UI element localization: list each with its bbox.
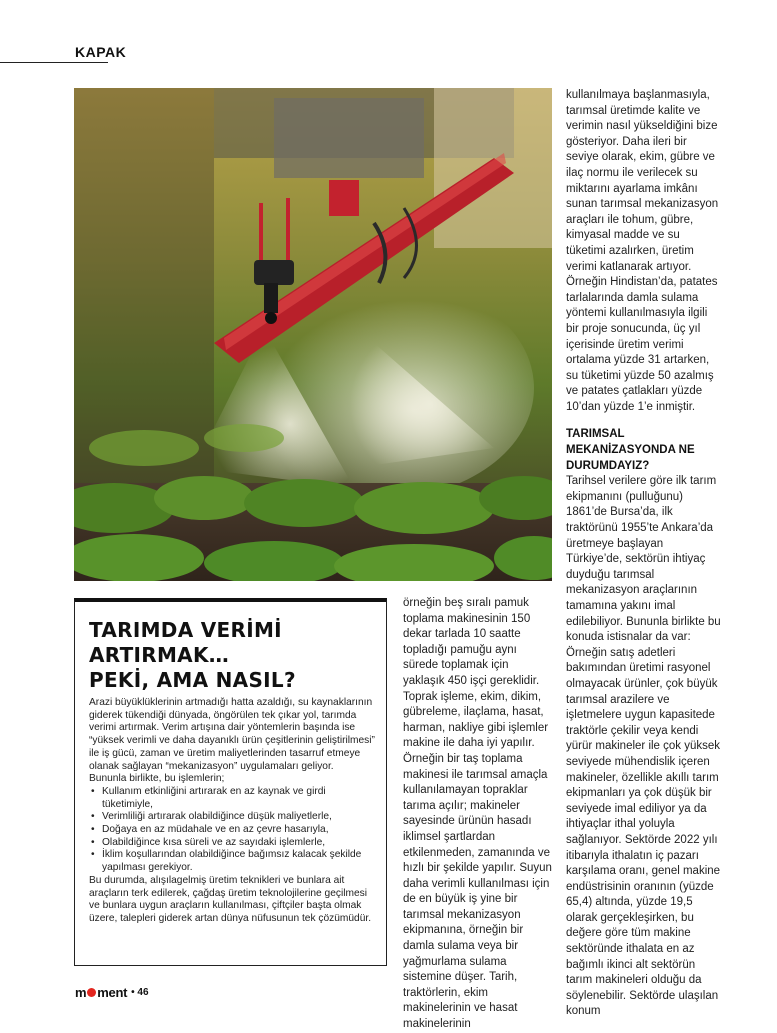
sidebar-body — [89, 697, 379, 926]
section-rule — [0, 62, 108, 63]
list-item: • İklim koşullarından olabildiğince bağımsız kalacak şekilde yapılması gerekiyor. — [89, 849, 379, 874]
sidebar-title — [89, 618, 379, 693]
magazine-logo — [75, 985, 127, 1000]
sidebar-bullet-list — [89, 786, 379, 875]
page-footer — [75, 985, 149, 1000]
list-item: • Olabildiğince kısa süreli ve az sayıdaki işlemlerle, — [89, 837, 379, 850]
crop-sprayer-photo — [74, 88, 552, 581]
logo-text-start: m — [75, 985, 87, 1000]
sidebar-list-lead: Bununla birlikte, bu işlemlerin; — [89, 773, 225, 785]
right-paragraph-1: kullanılmaya başlanmasıyla, tarımsal üretimde kalite ve verimin nasıl yükseldiğini bize gösteriyor. Daha ileri bir seviye olarak, ekim, gübre ve ilaç normu ile verilecek su miktarını ayarlama imkânı sunan tarımsal mekanizasyon araçları ile tohum, gübre, kimyasal madde ve su tüketimi azalırken, üretim verimi katlanarak artıyor. Örneğin Hindistan’da, patates tarlalarında damla sulama yöntemi kullanılmasıyla ilgili bir proje sonucunda, üç yıl içerisinde üretim verimi ortalama yüzde 31 artarken, su tüketimi yüzde 50 azalmış ve patates çatlakları yüzde 10’dan yüzde 1’e inmiştir. — [566, 89, 719, 413]
logo-dot-icon — [87, 988, 96, 997]
section-label: KAPAK — [75, 44, 127, 60]
sidebar-box — [74, 598, 387, 966]
right-paragraph-2: Tarihsel verilere göre ilk tarım ekipmanını (pulluğunu) 1861’de Bursa’da, ilk traktörünü 1955’te Ankara’da üretmeye başlayan Türkiye’de, sektörün ihtiyaç duyduğu tarımsal mekanizasyon araçlarının tamamına yakını imal edilebiliyor. Bununla birlikte bu konuda istisnalar da var: Örneğin satış adetleri bakımından üretimi rasyonel olmayacak ürünler, çok büyük tarımsal arazilere ve işletmelere uygun kapasitede traktörle çekilir veya kendi yürür makineler ile çok yüksek seviyede mühendislik içeren makineler, özellikle akıllı tarım ekipmanları ya çok düşük bir seviyede imal ediliyor ya da ihtiyaçlar ithal yoluyla sağlanıyor. Sektörde 2022 yılı itibarıyla ithalatın iç pazarı karşılama oranı, genel makine endüstrisinin oranının (yüzde 65,4) altında, yüzde 19,5 olarak gerçekleşirken, bu değere göre tüm makine sektöründe ithalata en az bağımlı ikinci alt sektörün tarım makineleri olduğu da söylenebilir. Sektörde ulaşılan konum — [566, 475, 721, 1018]
right-column — [566, 88, 721, 1020]
sidebar-closing: Bu durumda, alışılagelmiş üretim teknikleri ve bunlara ait araçların terk edilerek, çağdaş üretim teknolojilerine geçilmesi ve bunlara uygun araçların kullanılması, çiftçiler başta olmak üzere, talepleri giderek artan dünya nüfusunun tek çözümüdür. — [89, 874, 372, 924]
subheading: TARIMSAL MEKANİZASYONDA NE DURUMDAYIZ? — [566, 428, 695, 472]
sidebar-title-line: TARIMDA VERİMİ — [89, 618, 282, 642]
sidebar-title-line: PEKİ, AMA NASIL? — [89, 668, 296, 692]
list-item: • Kullanım etkinliğini artırarak en az kaynak ve girdi tüketimiyle, — [89, 786, 379, 811]
logo-text-end: ment — [97, 985, 128, 1000]
middle-column — [403, 596, 553, 1033]
sidebar-intro: Arazi büyüklüklerinin artmadığı hatta azaldığı, su kaynaklarının giderek tükendiği dünyada, öngörülen tek çıkar yol, tarımda verimi artırmak. Verim artışına dair yöntemlerin başında ise “yüksek verimli ve daha dayanıklı ürün çeşitlerinin geliştirilmesi” ile iş gücü, zaman ve üretim maliyetlerinden tasarruf etmeye olanak sağlayan “mekanizasyon” uygulamaları geliyor. — [89, 697, 375, 772]
middle-paragraph: örneğin beş sıralı pamuk toplama makinesinin 150 dekar tarlada 10 saatte topladığı pamuğu aynı sürede toplamak için yaklaşık 450 işçi gereklidir. Toprak işleme, ekim, dikim, gübreleme, ilaçlama, hasat, harman, nakliye gibi işlemler makine ile daha iyi yapılır. Örneğin bir taş toplama makinesi ile tarımsal amaçla kullanılamayan topraklar tarıma açılır; makineler sayesinde ürünün hasadı iklimsel şartlardan etkilenmeden, zamanında ve hızlı bir şekilde yapılır. Suyun daha verimli kullanılması için de en büyük iş yine bir tarımsal mekanizasyon ekipmanına, örneğin bir damla sulama veya bir yağmurlama sulama sistemine düşer. Tarih, traktörlerin, ekim makinelerinin ve hasat makinelerinin — [403, 597, 552, 1031]
sidebar-title-line: ARTIRMAK… — [89, 643, 230, 667]
list-item: • Doğaya en az müdahale ve en az çevre hasarıyla, — [89, 824, 379, 837]
list-item: • Verimliliği artırarak olabildiğince düşük maliyetlerle, — [89, 811, 379, 824]
page-number: • 46 — [131, 987, 149, 998]
